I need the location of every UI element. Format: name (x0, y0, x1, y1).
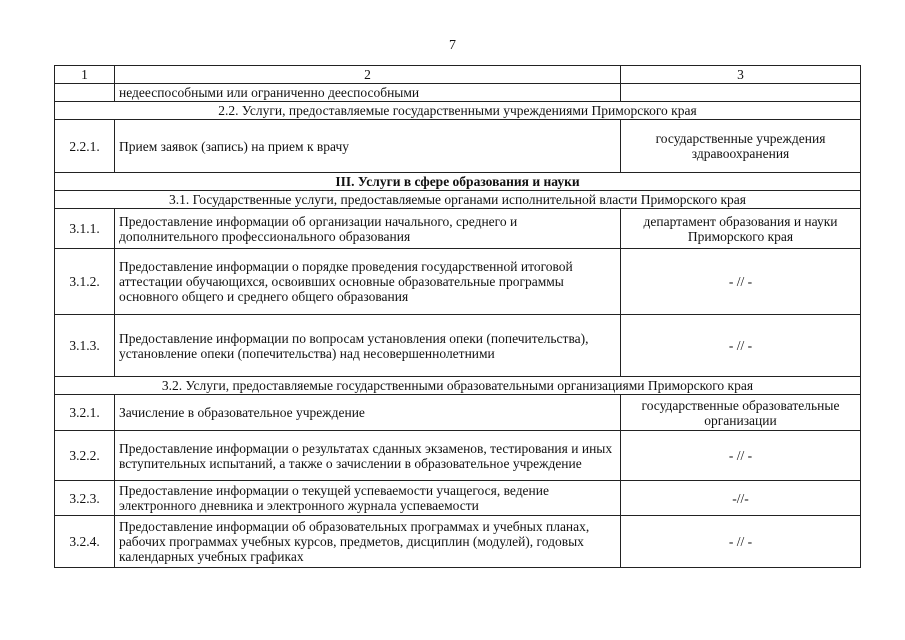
table-header-row (55, 66, 861, 84)
row-number: 3.1.3. (55, 315, 115, 377)
row-number (55, 84, 115, 102)
header-col-3: 3 (621, 66, 861, 84)
agency-text: - // - (621, 516, 861, 568)
row-number: 2.2.1. (55, 120, 115, 173)
service-text: недееспособными или ограниченно дееспособными (115, 84, 621, 102)
page-number: 7 (449, 38, 456, 53)
section-row (55, 377, 861, 395)
service-text: Предоставление информации о результатах сданных экзаменов, тестирования и иных вступительных испытаний, а также о зачислении в образовательное учреждение (115, 431, 621, 481)
agency-text: департамент образования и науки Приморского края (621, 209, 861, 249)
agency-text: - // - (621, 315, 861, 377)
row-number: 3.2.3. (55, 481, 115, 516)
table-row (55, 315, 861, 377)
table-row (55, 249, 861, 315)
agency-text (621, 84, 861, 102)
table-row (55, 431, 861, 481)
section-heading: 2.2. Услуги, предоставляемые государственными учреждениями Приморского края (55, 102, 861, 120)
row-number: 3.1.2. (55, 249, 115, 315)
header-col-2: 2 (115, 66, 621, 84)
service-text: Предоставление информации об организации начального, среднего и дополнительного профессионального образования (115, 209, 621, 249)
service-text: Предоставление информации о порядке проведения государственной итоговой аттестации обучающихся, освоивших основные образовательные программы основного общего и среднего общего образования (115, 249, 621, 315)
agency-text: государственные образовательные организации (621, 395, 861, 431)
services-table (54, 65, 861, 568)
section-heading: 3.1. Государственные услуги, предоставляемые органами исполнительной власти Приморского края (55, 191, 861, 209)
table-row (55, 395, 861, 431)
agency-text: - // - (621, 431, 861, 481)
section-heading-bold: III. Услуги в сфере образования и науки (55, 173, 861, 191)
section-row (55, 191, 861, 209)
row-number: 3.2.2. (55, 431, 115, 481)
row-number: 3.2.4. (55, 516, 115, 568)
service-text: Зачисление в образовательное учреждение (115, 395, 621, 431)
service-text: Предоставление информации о текущей успеваемости учащегося, ведение электронного дневника и электронного журнала успеваемости (115, 481, 621, 516)
table-row (55, 481, 861, 516)
agency-text: государственные учреждения здравоохранения (621, 120, 861, 173)
table-row (55, 84, 861, 102)
agency-text: - // - (621, 249, 861, 315)
section-heading: 3.2. Услуги, предоставляемые государственными образовательными организациями Приморского края (55, 377, 861, 395)
table-row (55, 120, 861, 173)
header-col-1: 1 (55, 66, 115, 84)
table-row (55, 209, 861, 249)
section-row (55, 173, 861, 191)
section-row (55, 102, 861, 120)
row-number: 3.1.1. (55, 209, 115, 249)
service-text: Прием заявок (запись) на прием к врачу (115, 120, 621, 173)
service-text: Предоставление информации по вопросам установления опеки (попечительства), установление опеки (попечительства) над несовершеннолетними (115, 315, 621, 377)
table-row (55, 516, 861, 568)
service-text: Предоставление информации об образовательных программах и учебных планах, рабочих программах учебных курсов, предметов, дисциплин (модулей), годовых календарных учебных графиках (115, 516, 621, 568)
row-number: 3.2.1. (55, 395, 115, 431)
agency-text: -//- (621, 481, 861, 516)
